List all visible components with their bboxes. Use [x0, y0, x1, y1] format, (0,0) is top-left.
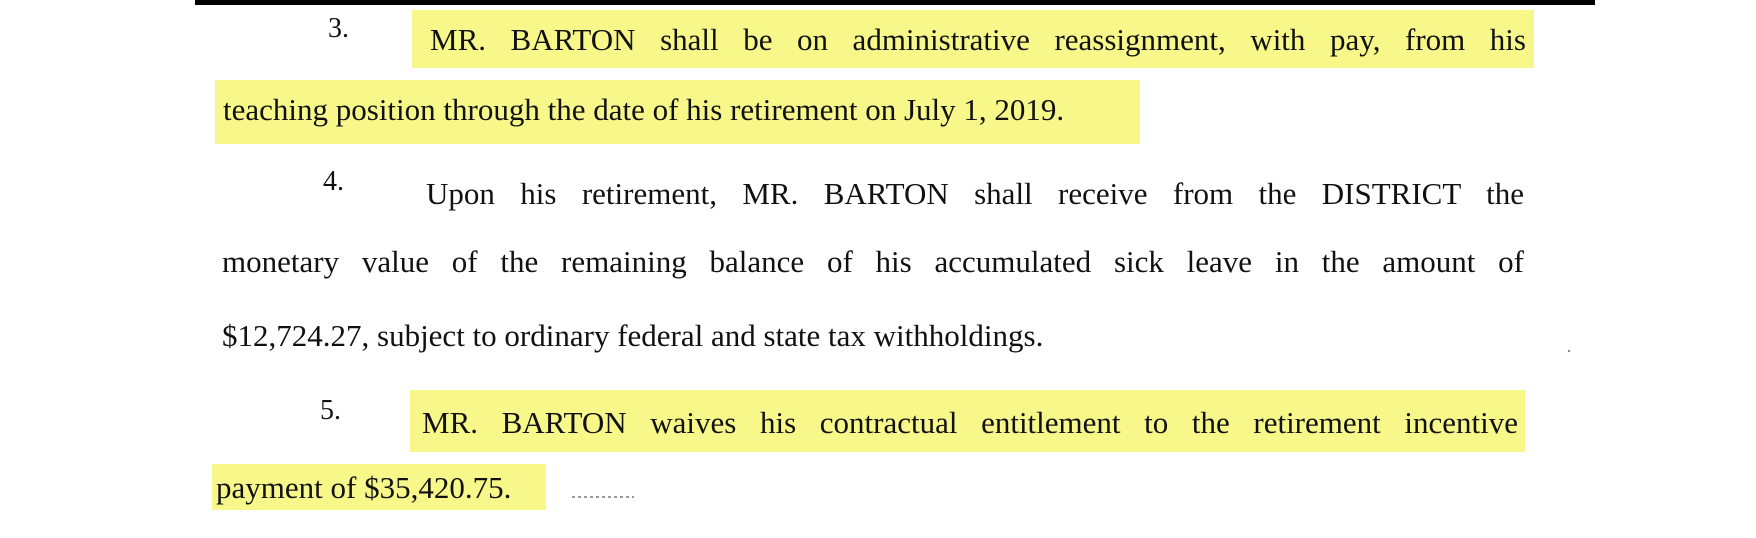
item-4-line-2: monetary value of the remaining balance of his accumulated sick leave in the amount of — [222, 244, 1524, 279]
stray-mark — [1568, 350, 1570, 352]
item-3-number: 3. — [328, 13, 349, 44]
item-5-number: 5. — [320, 395, 341, 426]
faint-scribble-mark — [572, 496, 634, 498]
top-border-rule — [195, 0, 1595, 5]
item-5-line-2: payment of $35,420.75. — [216, 470, 512, 505]
item-3-line-1: MR. BARTON shall be on administrative reassignment, with pay, from his — [430, 22, 1526, 57]
item-3-line-2: teaching position through the date of his retirement on July 1, 2019. — [223, 92, 1065, 127]
item-4-number: 4. — [323, 166, 344, 197]
item-5-line-1: MR. BARTON waives his contractual entitlement to the retirement incentive — [422, 405, 1518, 440]
item-4-line-1: Upon his retirement, MR. BARTON shall receive from the DISTRICT the — [426, 176, 1524, 211]
item-4-line-3: $12,724.27, subject to ordinary federal and state tax withholdings. — [222, 318, 1044, 353]
